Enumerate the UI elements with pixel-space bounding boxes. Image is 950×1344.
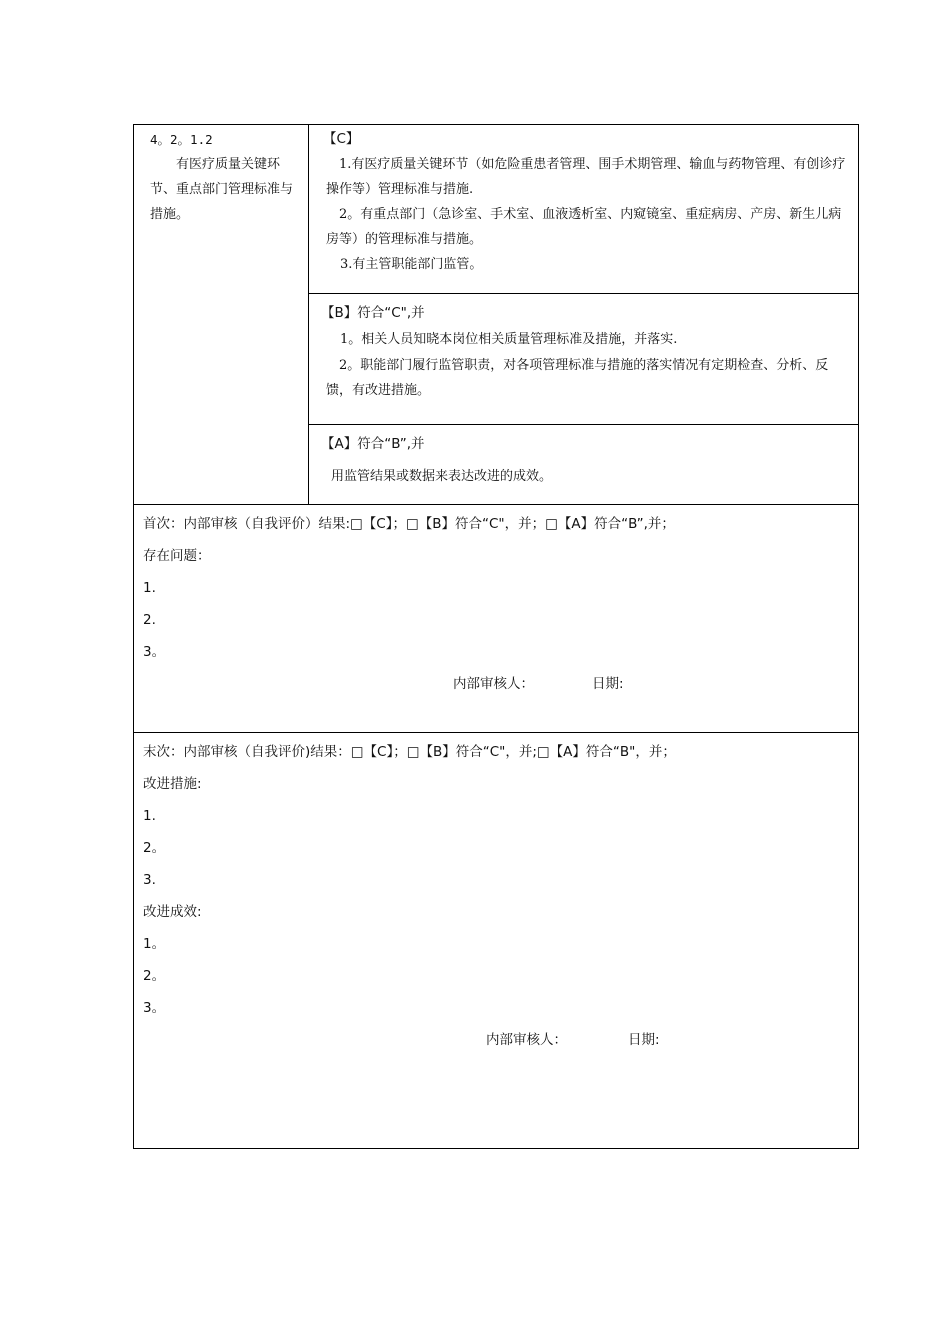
assessment-form [133,124,859,1149]
row-divider-c-b [308,293,859,294]
first-review-problem-2: 2. [143,612,156,628]
column-divider [308,124,309,504]
grade-a-text: 用监管结果或数据来表达改进的成效。 [331,469,553,484]
form-border [133,124,859,1149]
final-review-effect-1: 1。 [143,936,166,952]
grade-b-item-1: 1。相关人员知晓本岗位相关质量管理标准及措施，并落实. [340,332,678,347]
final-review-effects-label: 改进成效: [143,904,202,920]
row-divider-standards-first [133,504,859,505]
first-review-problems-label: 存在问题： [143,548,211,564]
first-review-problem-3: 3。 [143,644,166,660]
clause-title: 有医疗质量关键环节、重点部门管理标准与措施。 [150,157,294,222]
grade-c-item-3: 3.有主管职能部门监管。 [340,257,483,272]
grade-c-item-2: 2。有重点部门（急诊室、手术室、血液透析室、内窥镜室、重症病房、产房、新生儿病房等）的管理标准与措施。 [326,207,842,247]
final-review-effect-2: 2。 [143,968,166,984]
final-review-auditor-label: 内部审核人： [486,1032,567,1048]
clause-number: 4。2。1.2 [150,132,213,147]
grade-b-item-2: 2。职能部门履行监管职责，对各项管理标准与措施的落实情况有定期检查、分析、反馈，有改进措施。 [326,358,829,398]
final-review-measures-label: 改进措施: [143,776,202,792]
row-divider-first-final [133,732,859,733]
first-review-problem-1: 1. [143,580,156,596]
final-review-date-label: 日期: [628,1032,660,1048]
first-review-auditor-label: 内部审核人： [453,676,534,692]
final-review-measure-3: 3. [143,872,156,888]
final-review-measure-1: 1. [143,808,156,824]
final-review-measure-2: 2。 [143,840,166,856]
final-review-effect-3: 3。 [143,1000,166,1016]
row-divider-b-a [308,424,859,425]
final-review-result-line: 末次：内部审核（自我评价)结果：□【C】；□【B】符合“C"，并;□【A】符合“B"，并； [143,744,676,760]
grade-c-heading: 【C】 [323,131,360,147]
first-review-result-line: 首次：内部审核（自我评价）结果:□【C】；□【B】符合“C"，并；□【A】符合“B”,并； [143,516,675,532]
grade-b-heading: 【B】符合“C",并 [321,305,425,321]
first-review-date-label: 日期: [592,676,624,692]
grade-a-heading: 【A】符合“B”,并 [321,436,425,452]
grade-c-item-1: 1.有医疗质量关键环节（如危险重患者管理、围手术期管理、输血与药物管理、有创诊疗操作等）管理标准与措施. [326,157,846,197]
